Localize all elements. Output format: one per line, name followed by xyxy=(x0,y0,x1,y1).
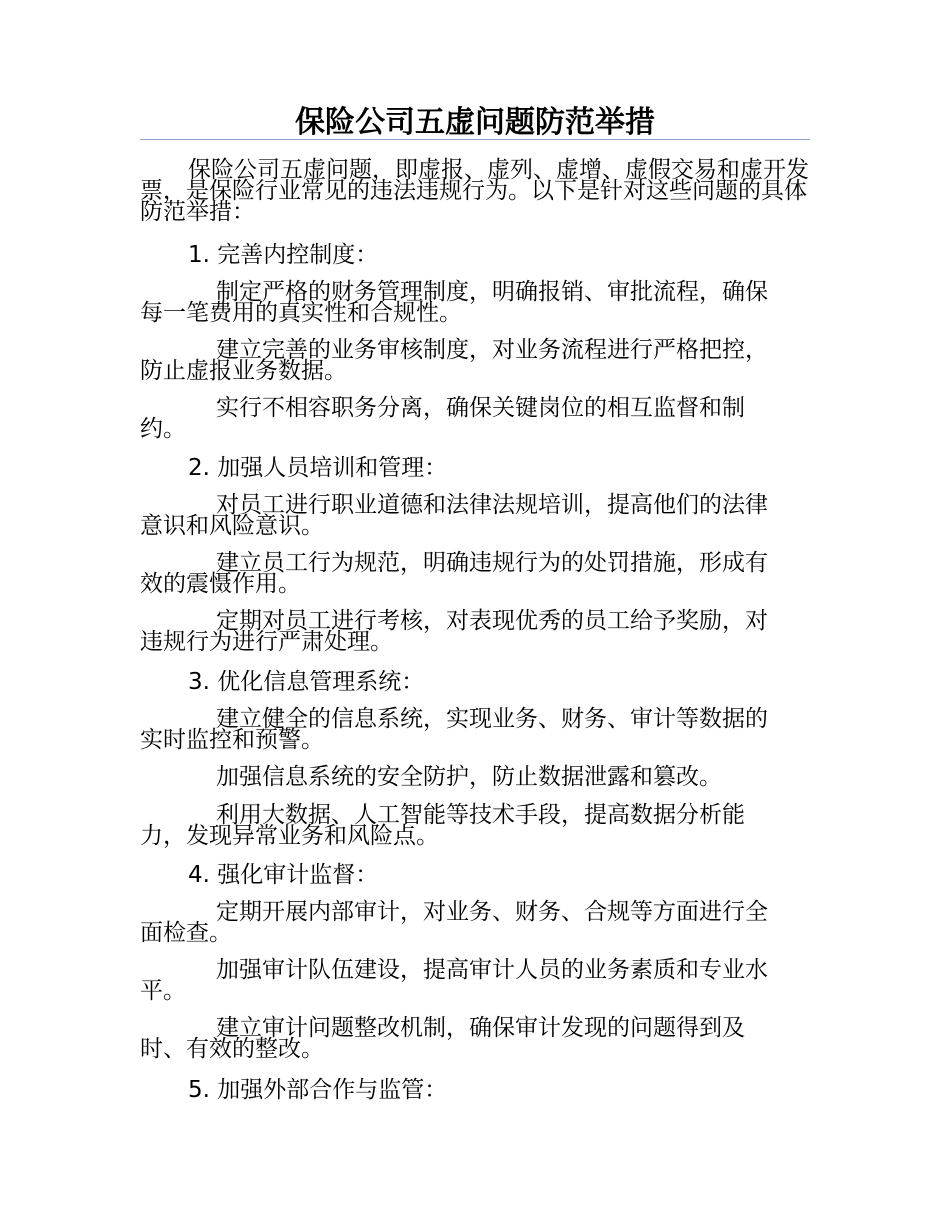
section-1-item: 建立完善的业务审核制度，对业务流程进行严格把控，防止虚报业务数据。 xyxy=(140,337,768,384)
section-heading-5: 5. 加强外部合作与监管： xyxy=(188,1077,448,1103)
section-2-item: 对员工进行职业道德和法律法规培训，提高他们的法律意识和风险意识。 xyxy=(140,492,768,539)
page-title: 保险公司五虚问题防范举措 xyxy=(295,105,655,140)
section-4-item: 建立审计问题整改机制，确保审计发现的问题得到及时、有效的整改。 xyxy=(140,1015,745,1062)
section-3-item: 利用大数据、人工智能等技术手段，提高数据分析能力，发现异常业务和风险点。 xyxy=(140,802,745,849)
section-2-item: 定期对员工进行考核，对表现优秀的员工给予奖励，对违规行为进行严肃处理。 xyxy=(140,608,768,655)
section-4-item: 加强审计队伍建设，提高审计人员的业务素质和专业水平。 xyxy=(140,957,768,1004)
section-heading-3: 3. 优化信息管理系统： xyxy=(188,669,425,695)
title-underline xyxy=(140,139,810,140)
section-1-item: 实行不相容职务分离，确保关键岗位的相互监督和制约。 xyxy=(140,395,745,442)
section-3-item: 加强信息系统的安全防护，防止数据泄露和篡改。 xyxy=(216,764,722,790)
section-heading-1: 1. 完善内控制度： xyxy=(188,242,379,268)
section-1-item: 制定严格的财务管理制度，明确报销、审批流程，确保每一笔费用的真实性和合规性。 xyxy=(140,279,768,326)
section-3-item: 建立健全的信息系统，实现业务、财务、审计等数据的实时监控和预警。 xyxy=(140,706,768,753)
section-heading-4: 4. 强化审计监督： xyxy=(188,862,379,888)
section-2-item: 建立员工行为规范，明确违规行为的处罚措施，形成有效的震慑作用。 xyxy=(140,550,768,597)
section-4-item: 定期开展内部审计，对业务、财务、合规等方面进行全面检查。 xyxy=(140,899,768,946)
section-heading-2: 2. 加强人员培训和管理： xyxy=(188,455,448,481)
intro-paragraph: 保险公司五虚问题，即虚报、虚列、虚增、虚假交易和虚开发票，是保险行业常见的违法违规行为。以下是针对这些问题的具体防范举措： xyxy=(140,157,809,225)
